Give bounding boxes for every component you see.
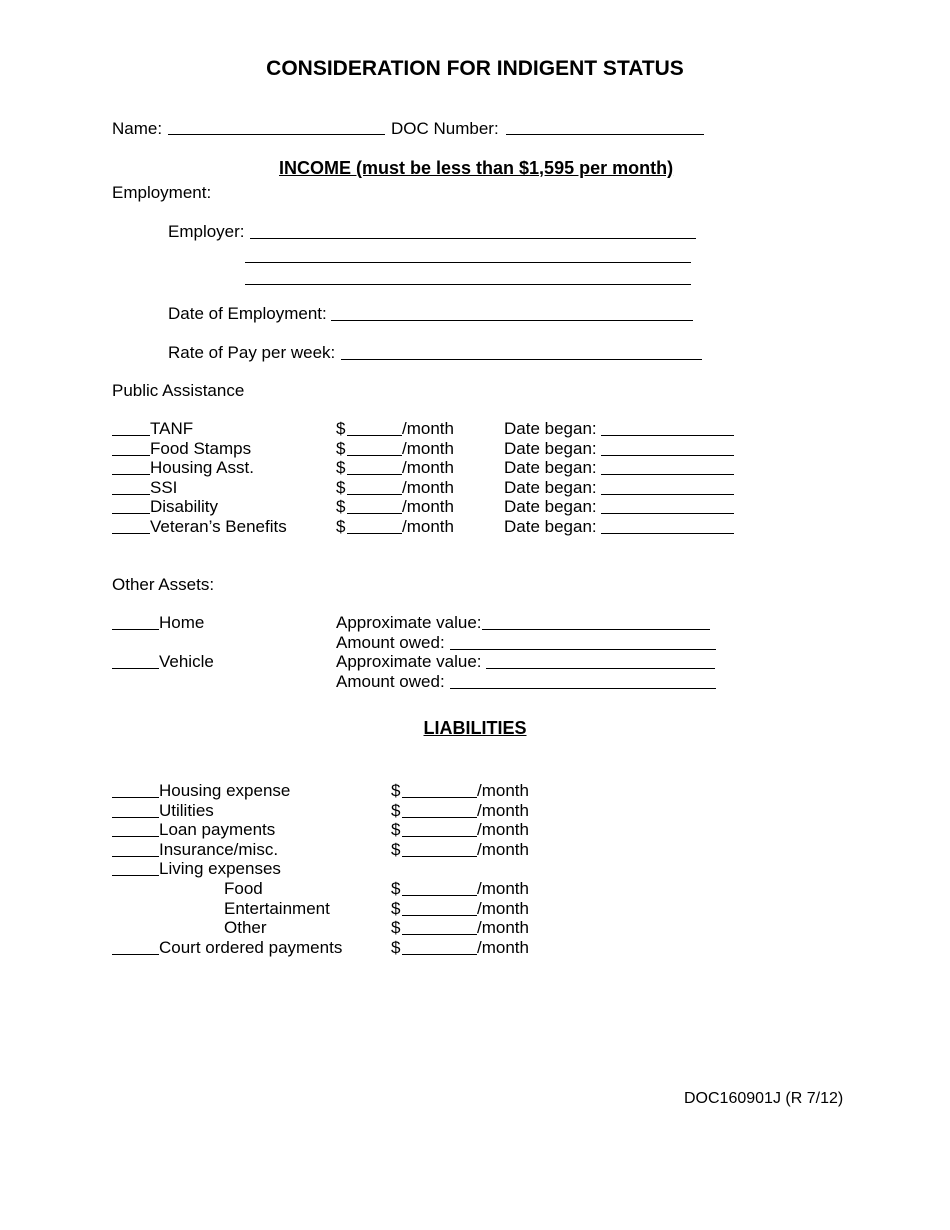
liability-item-label: Living expenses [159, 859, 281, 878]
liability-per-month: /month [477, 840, 529, 859]
assistance-item-label: SSI [150, 478, 178, 497]
liability-check-blank[interactable] [112, 954, 159, 955]
date-of-employment-field[interactable] [331, 320, 693, 321]
liability-amount-field[interactable] [402, 856, 477, 857]
income-heading: INCOME (must be less than $1,595 per month) [279, 158, 674, 178]
assistance-item-label: Disability [150, 497, 219, 516]
assistance-amount-field[interactable] [347, 494, 402, 495]
liability-currency: $ [391, 840, 401, 859]
name-field[interactable] [168, 134, 385, 135]
vehicle-check-blank[interactable] [112, 668, 159, 669]
assistance-check-blank[interactable] [112, 474, 150, 475]
name-label: Name: [112, 119, 163, 138]
form-id: DOC160901J (R 7/12) [684, 1090, 844, 1107]
assistance-currency: $ [336, 439, 346, 458]
liability-currency: $ [391, 801, 401, 820]
liability-amount-field[interactable] [402, 915, 477, 916]
vehicle-label: Vehicle [159, 652, 214, 671]
home-approx-value-field[interactable] [482, 629, 710, 630]
rate-of-pay-field[interactable] [341, 359, 702, 360]
assistance-check-blank[interactable] [112, 435, 150, 436]
liability-currency: $ [391, 879, 401, 898]
other-assets-label: Other Assets: [112, 575, 215, 594]
assistance-currency: $ [336, 419, 346, 438]
assistance-per-month: /month [402, 478, 454, 497]
liability-check-blank[interactable] [112, 856, 159, 857]
assistance-date-began-label: Date began: [504, 439, 597, 458]
liability-item-label: Housing expense [159, 781, 291, 800]
assistance-date-began-label: Date began: [504, 497, 597, 516]
assistance-date-began-field[interactable] [601, 455, 734, 456]
assistance-check-blank[interactable] [112, 513, 150, 514]
liability-currency: $ [391, 820, 401, 839]
assistance-date-began-field[interactable] [601, 435, 734, 436]
assistance-date-began-label: Date began: [504, 517, 597, 536]
assistance-amount-field[interactable] [347, 435, 402, 436]
employment-label: Employment: [112, 183, 212, 202]
doc-number-label: DOC Number: [391, 119, 499, 138]
home-amount-owed-label: Amount owed: [336, 633, 445, 652]
assistance-check-blank[interactable] [112, 533, 150, 534]
assistance-amount-field[interactable] [347, 533, 402, 534]
liability-amount-field[interactable] [402, 817, 477, 818]
vehicle-amount-owed-field[interactable] [450, 688, 716, 689]
liability-per-month: /month [477, 801, 529, 820]
liability-item-label: Loan payments [159, 820, 276, 839]
assistance-currency: $ [336, 458, 346, 477]
assistance-date-began-label: Date began: [504, 478, 597, 497]
liability-check-blank[interactable] [112, 797, 159, 798]
liability-check-blank[interactable] [112, 875, 159, 876]
assistance-amount-field[interactable] [347, 455, 402, 456]
assistance-currency: $ [336, 517, 346, 536]
assistance-check-blank[interactable] [112, 494, 150, 495]
liability-amount-field[interactable] [402, 895, 477, 896]
assistance-per-month: /month [402, 458, 454, 477]
living-expense-sub-item-label: Entertainment [224, 899, 330, 918]
employer-field-line-3[interactable] [245, 284, 691, 285]
assistance-date-began-field[interactable] [601, 494, 734, 495]
employer-label: Employer: [168, 222, 245, 241]
assistance-item-label: TANF [150, 419, 194, 438]
assistance-item-label: Food Stamps [150, 439, 252, 458]
home-approx-value-label: Approximate value: [336, 613, 482, 632]
living-expense-sub-item-label: Other [224, 918, 267, 937]
assistance-per-month: /month [402, 517, 454, 536]
liability-item-label: Utilities [159, 801, 214, 820]
liability-per-month: /month [477, 820, 529, 839]
vehicle-approx-value-field[interactable] [486, 668, 715, 669]
assistance-date-began-field[interactable] [601, 533, 734, 534]
liability-item-label: Insurance/misc. [159, 840, 279, 859]
assistance-per-month: /month [402, 419, 454, 438]
liability-currency: $ [391, 918, 401, 937]
assistance-date-began-label: Date began: [504, 419, 597, 438]
assistance-currency: $ [336, 497, 346, 516]
assistance-item-label: Housing Asst. [150, 458, 254, 477]
assistance-amount-field[interactable] [347, 474, 402, 475]
liability-per-month: /month [477, 938, 529, 957]
liability-check-blank[interactable] [112, 836, 159, 837]
vehicle-approx-value-label: Approximate value: [336, 652, 482, 671]
assistance-currency: $ [336, 478, 346, 497]
liability-amount-field[interactable] [402, 836, 477, 837]
court-ordered-payments-label: Court ordered payments [159, 938, 343, 957]
liabilities-heading: LIABILITIES [423, 718, 527, 738]
liability-amount-field[interactable] [402, 797, 477, 798]
liability-amount-field[interactable] [402, 954, 477, 955]
assistance-per-month: /month [402, 497, 454, 516]
employer-field-line-2[interactable] [245, 262, 691, 263]
living-expense-sub-item-label: Food [224, 879, 263, 898]
date-of-employment-label: Date of Employment: [168, 304, 327, 323]
assistance-check-blank[interactable] [112, 455, 150, 456]
employer-field-line-1[interactable] [250, 238, 696, 239]
assistance-date-began-field[interactable] [601, 474, 734, 475]
liability-per-month: /month [477, 781, 529, 800]
home-label: Home [159, 613, 205, 632]
assistance-amount-field[interactable] [347, 513, 402, 514]
assistance-date-began-label: Date began: [504, 458, 597, 477]
doc-number-field[interactable] [506, 134, 704, 135]
liability-per-month: /month [477, 918, 529, 937]
liability-currency: $ [391, 938, 401, 957]
home-amount-owed-field[interactable] [450, 649, 716, 650]
liability-check-blank[interactable] [112, 817, 159, 818]
vehicle-amount-owed-label: Amount owed: [336, 672, 445, 691]
page-title: CONSIDERATION FOR INDIGENT STATUS [266, 57, 684, 80]
home-check-blank[interactable] [112, 629, 159, 630]
liability-per-month: /month [477, 899, 529, 918]
liability-currency: $ [391, 899, 401, 918]
liability-currency: $ [391, 781, 401, 800]
assistance-date-began-field[interactable] [601, 513, 734, 514]
liability-amount-field[interactable] [402, 934, 477, 935]
public-assistance-label: Public Assistance [112, 381, 245, 400]
rate-of-pay-label: Rate of Pay per week: [168, 343, 336, 362]
assistance-per-month: /month [402, 439, 454, 458]
assistance-item-label: Veteran’s Benefits [150, 517, 287, 536]
liability-per-month: /month [477, 879, 529, 898]
